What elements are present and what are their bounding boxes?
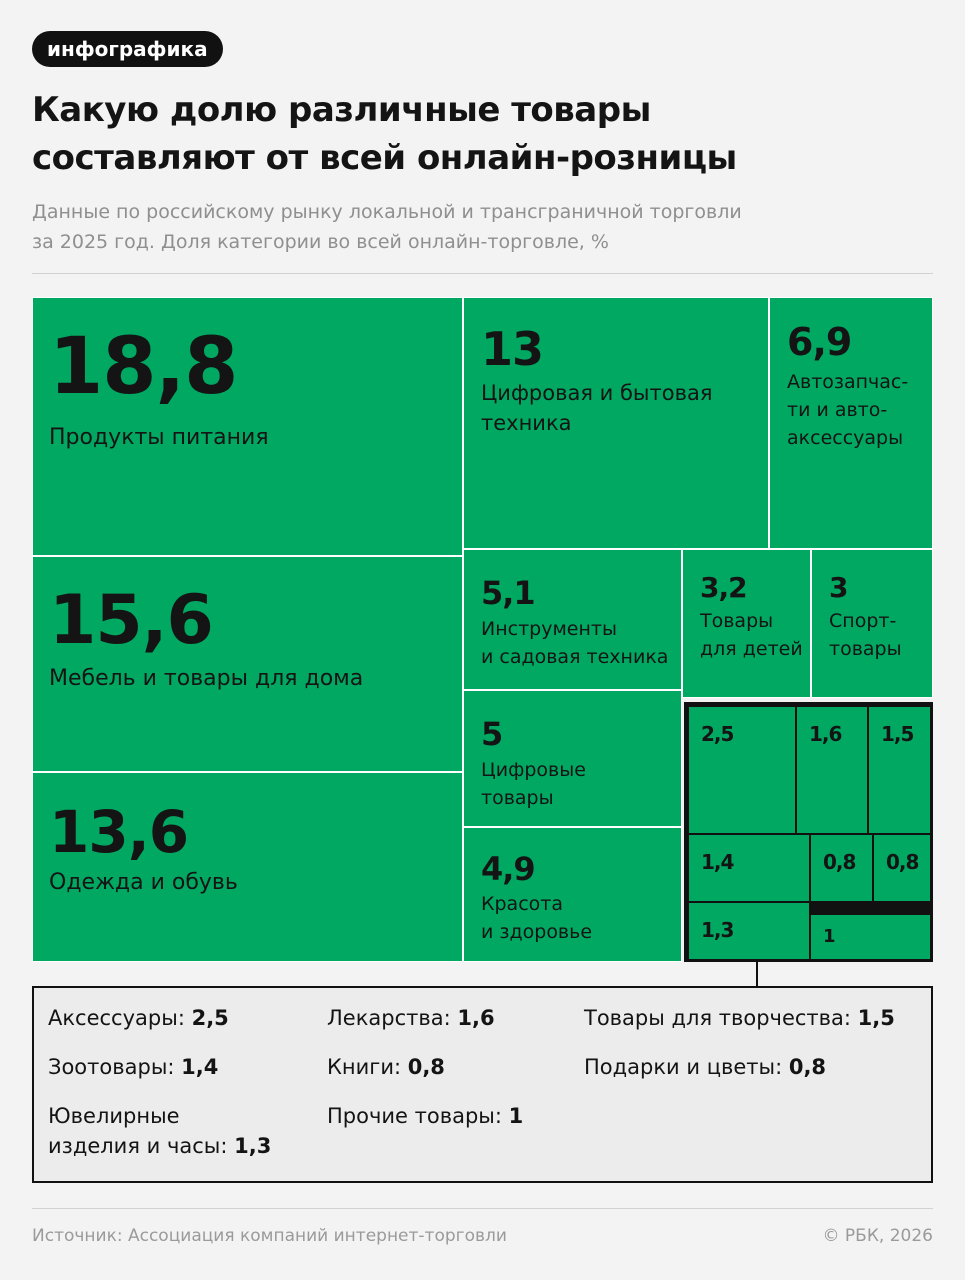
legend-value: 2,5 [191, 1006, 229, 1030]
small-cell-value: 1,6 [809, 722, 842, 746]
small-cell [810, 834, 873, 902]
subtitle-line-2: за 2025 год. Доля категории во всей онлайн-торговле, % [32, 231, 609, 253]
legend-label: Подарки и цветы: [584, 1055, 789, 1079]
cell-label: Цифровые товары [481, 759, 586, 809]
treemap-cell [811, 549, 933, 698]
cell-value: 3,2 [700, 571, 747, 604]
treemap-cell [463, 690, 682, 827]
treemap-cell [682, 549, 811, 698]
small-cell-value: 1,3 [701, 918, 734, 942]
page-subtitle [32, 197, 932, 257]
legend-label: Лекарства: [327, 1006, 458, 1030]
top-divider [32, 273, 933, 274]
legend-item [327, 1003, 495, 1033]
legend-item [48, 1101, 271, 1161]
legend-connector [756, 962, 758, 986]
small-cell [688, 834, 810, 902]
legend-value: 1,3 [234, 1134, 272, 1158]
cell-label: Автозапчас- ти и авто- аксессуары [787, 371, 909, 449]
treemap-cell [463, 827, 682, 962]
treemap-cell [463, 297, 769, 549]
legend-value: 1,5 [857, 1006, 895, 1030]
small-cell [873, 834, 931, 902]
small-cell-value: 1,4 [701, 850, 734, 874]
cell-label: Спорт- товары [829, 610, 902, 660]
page-title [32, 86, 932, 182]
cell-value: 18,8 [49, 322, 238, 412]
cell-value: 5,1 [481, 574, 535, 612]
small-cell [868, 706, 931, 834]
small-cell-value: 0,8 [823, 850, 856, 874]
legend-value: 1,6 [457, 1006, 495, 1030]
cell-label: Инструменты и садовая техника [481, 618, 669, 668]
treemap-cell [32, 772, 463, 962]
legend-item [48, 1052, 218, 1082]
small-cell-value: 2,5 [701, 722, 734, 746]
title-line-1: Какую долю различные товары [32, 90, 651, 130]
legend-value: 0,8 [788, 1055, 827, 1079]
small-categories-group [684, 702, 933, 962]
cell-value: 13,6 [49, 798, 189, 866]
small-cell [688, 706, 796, 834]
small-cell [796, 706, 868, 834]
treemap-cell [769, 297, 933, 549]
cell-value: 6,9 [787, 320, 852, 364]
source-note: Источник: Ассоциация компаний интернет-торговли [32, 1226, 507, 1246]
cell-label: Продукты питания [49, 425, 269, 450]
cell-label: Цифровая и бытовая техника [481, 381, 713, 435]
cell-value: 13 [481, 322, 544, 376]
treemap-cell [32, 556, 463, 772]
legend-item [327, 1052, 445, 1082]
legend-value: 1 [508, 1104, 524, 1128]
small-cell-value: 1 [823, 926, 835, 947]
cell-label: Товары для детей [700, 610, 803, 660]
legend-item [48, 1003, 229, 1033]
treemap-cell [463, 549, 682, 690]
cell-value: 4,9 [481, 850, 535, 888]
cell-value: 15,6 [49, 581, 213, 660]
subtitle-line-1: Данные по российскому рынку локальной и трансграничной торговли [32, 201, 742, 223]
treemap-cell [32, 297, 463, 556]
cell-label: Мебель и товары для дома [49, 666, 364, 691]
small-cell-value: 1,5 [881, 722, 914, 746]
legend-label: Ювелирные изделия и часы: [48, 1104, 228, 1158]
legend-item [584, 1003, 895, 1033]
legend-label: Зоотовары: [48, 1055, 182, 1079]
legend-label: Аксессуары: [48, 1006, 192, 1030]
cell-value: 5 [481, 715, 503, 753]
cell-label: Красота и здоровье [481, 893, 593, 943]
legend-label: Книги: [327, 1055, 408, 1079]
legend-item [584, 1052, 826, 1082]
small-cell [688, 902, 810, 960]
legend-value: 1,4 [181, 1055, 219, 1079]
small-categories-legend [32, 986, 933, 1183]
small-cell [810, 914, 931, 960]
cell-value: 3 [829, 571, 848, 604]
legend-item [327, 1101, 523, 1131]
cell-label: Одежда и обувь [49, 870, 238, 895]
title-line-2: составляют от всей онлайн-розницы [32, 138, 737, 178]
legend-value: 0,8 [407, 1055, 445, 1079]
bottom-divider [32, 1208, 933, 1209]
category-badge: инфографика [32, 31, 223, 67]
legend-label: Прочие товары: [327, 1104, 509, 1128]
legend-label: Товары для творчества: [584, 1006, 858, 1030]
small-cell-value: 0,8 [886, 850, 919, 874]
copyright: © РБК, 2026 [822, 1226, 933, 1246]
